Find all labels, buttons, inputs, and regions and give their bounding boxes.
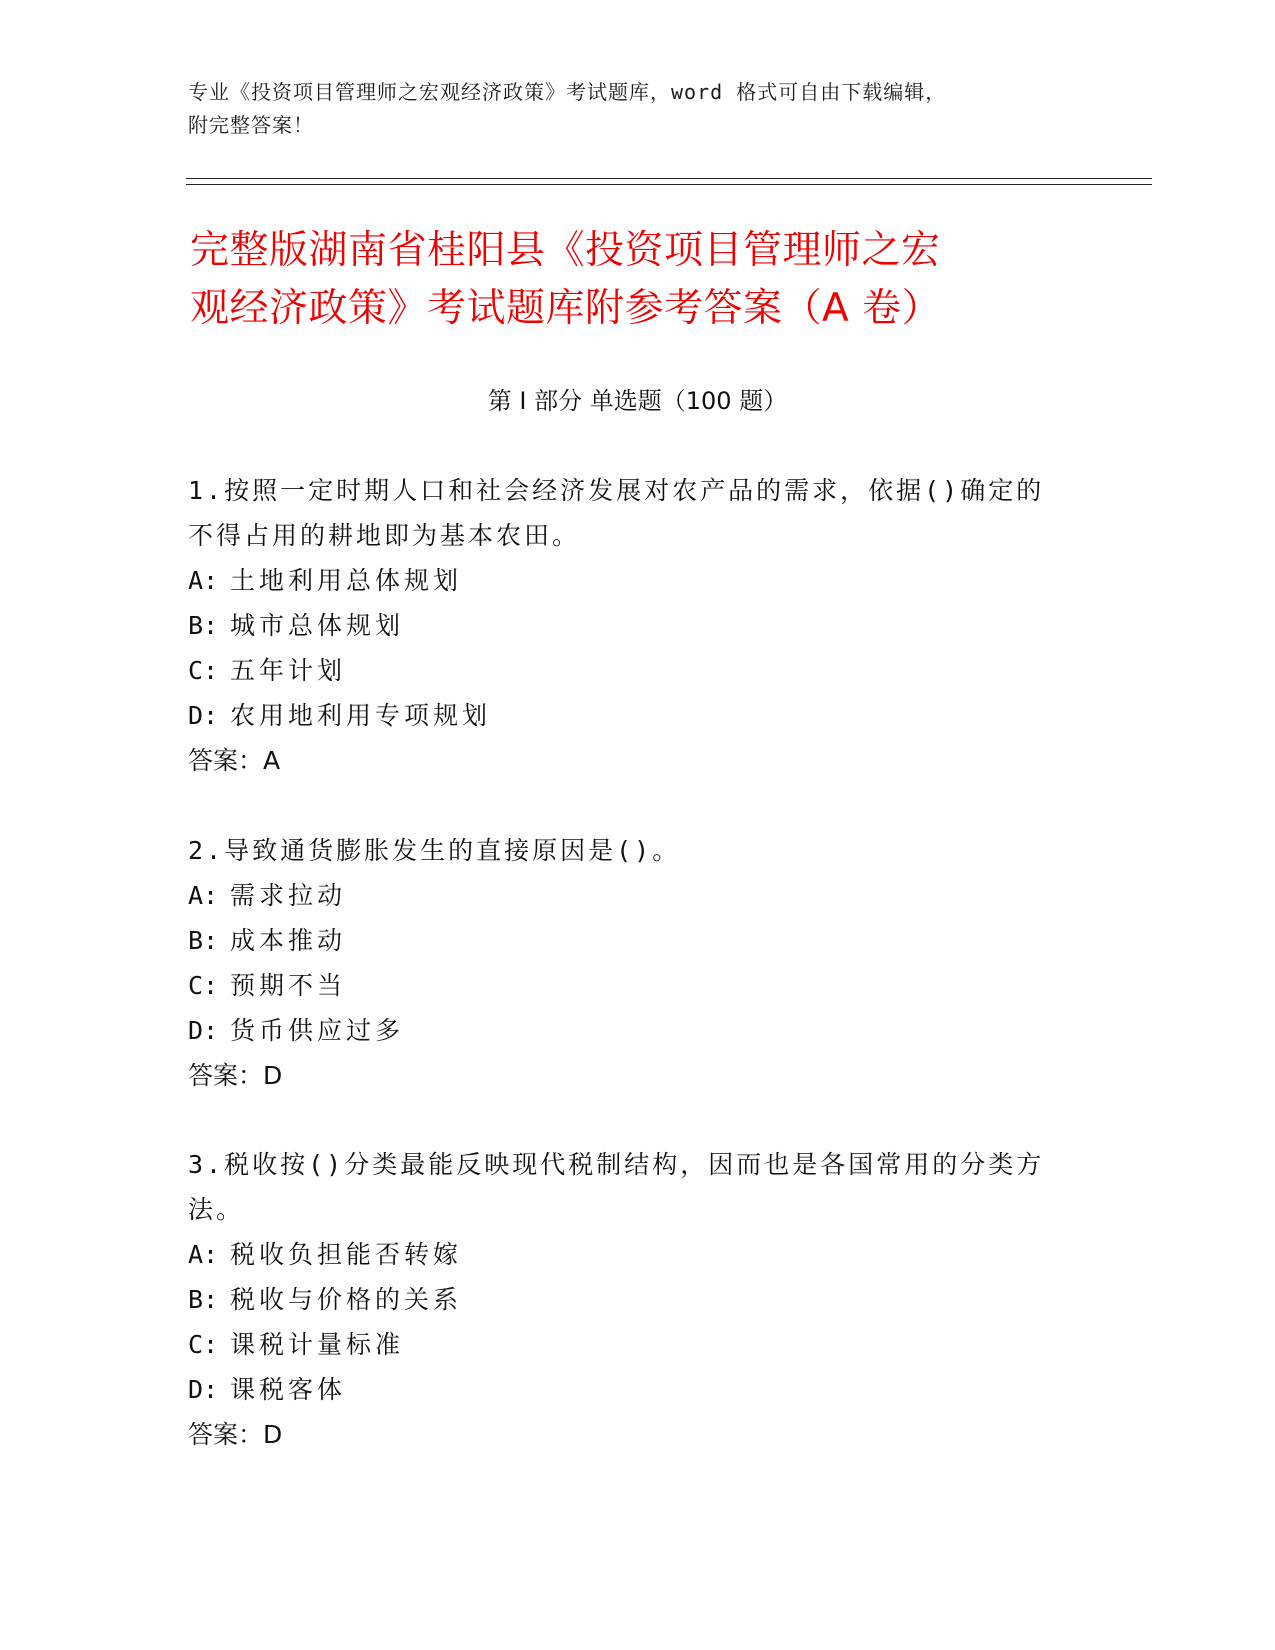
option-b	[188, 918, 1068, 963]
option-text: 课税客体	[230, 1375, 347, 1404]
option-letter: A:	[188, 1240, 219, 1269]
question-1	[188, 468, 1068, 783]
option-text: 课税计量标准	[230, 1330, 405, 1359]
document-title	[190, 222, 1090, 338]
option-text: 税收负担能否转嫁	[230, 1240, 463, 1269]
document-title-line-1: 完整版湖南省桂阳县《投资项目管理师之宏	[190, 228, 941, 273]
option-a	[188, 558, 1068, 603]
option-text: 五年计划	[230, 656, 347, 685]
option-letter: A:	[188, 566, 219, 595]
question-stem-line-1: 1.按照一定时期人口和社会经济发展对农产品的需求，依据()确定的	[188, 476, 1045, 505]
option-letter: D:	[188, 1375, 219, 1404]
option-a	[188, 873, 1068, 918]
question-stem-line-1: 2.导致通货膨胀发生的直接原因是()。	[188, 836, 681, 865]
option-d	[188, 693, 1068, 738]
header-note-line-2: 附完整答案！	[188, 113, 314, 137]
question-stem	[188, 468, 1068, 558]
answer: 答案：D	[188, 1061, 283, 1090]
question-2	[188, 828, 1068, 1098]
answer: 答案：A	[188, 746, 281, 775]
question-stem	[188, 1142, 1068, 1232]
header-rule-bottom	[186, 184, 1152, 185]
option-b	[188, 1277, 1068, 1322]
question-stem-line-2: 法。	[188, 1195, 245, 1224]
option-text: 成本推动	[230, 926, 347, 955]
question-stem-line-1: 3.税收按()分类最能反映现代税制结构，因而也是各国常用的分类方	[188, 1150, 1045, 1179]
option-letter: C:	[188, 656, 219, 685]
option-text: 需求拉动	[230, 881, 347, 910]
option-c	[188, 648, 1068, 693]
option-text: 预期不当	[230, 971, 347, 1000]
option-d	[188, 1008, 1068, 1053]
option-text: 农用地利用专项规划	[230, 701, 492, 730]
option-text: 土地利用总体规划	[230, 566, 463, 595]
option-c	[188, 963, 1068, 1008]
option-letter: B:	[188, 926, 219, 955]
option-letter: C:	[188, 1330, 219, 1359]
section-heading: 第 I 部分 单选题（100 题）	[487, 387, 788, 415]
option-b	[188, 603, 1068, 648]
document-title-line-2: 观经济政策》考试题库附参考答案（A 卷）	[190, 286, 942, 331]
option-letter: B:	[188, 1285, 219, 1314]
option-letter: C:	[188, 971, 219, 1000]
option-c	[188, 1322, 1068, 1367]
question-3	[188, 1142, 1068, 1457]
option-letter: B:	[188, 611, 219, 640]
option-letter: D:	[188, 1016, 219, 1045]
option-text: 货币供应过多	[230, 1016, 405, 1045]
option-letter: A:	[188, 881, 219, 910]
option-letter: D:	[188, 701, 219, 730]
option-d	[188, 1367, 1068, 1412]
option-a	[188, 1232, 1068, 1277]
option-text: 城市总体规划	[230, 611, 405, 640]
question-stem-line-2: 不得占用的耕地即为基本农田。	[188, 521, 581, 550]
option-text: 税收与价格的关系	[230, 1285, 463, 1314]
header-rule-top	[186, 178, 1152, 179]
header-note	[188, 76, 1068, 142]
answer: 答案：D	[188, 1420, 283, 1449]
question-stem	[188, 828, 1068, 873]
header-note-line-1: 专业《投资项目管理师之宏观经济政策》考试题库，word 格式可自由下载编辑，	[188, 80, 947, 104]
